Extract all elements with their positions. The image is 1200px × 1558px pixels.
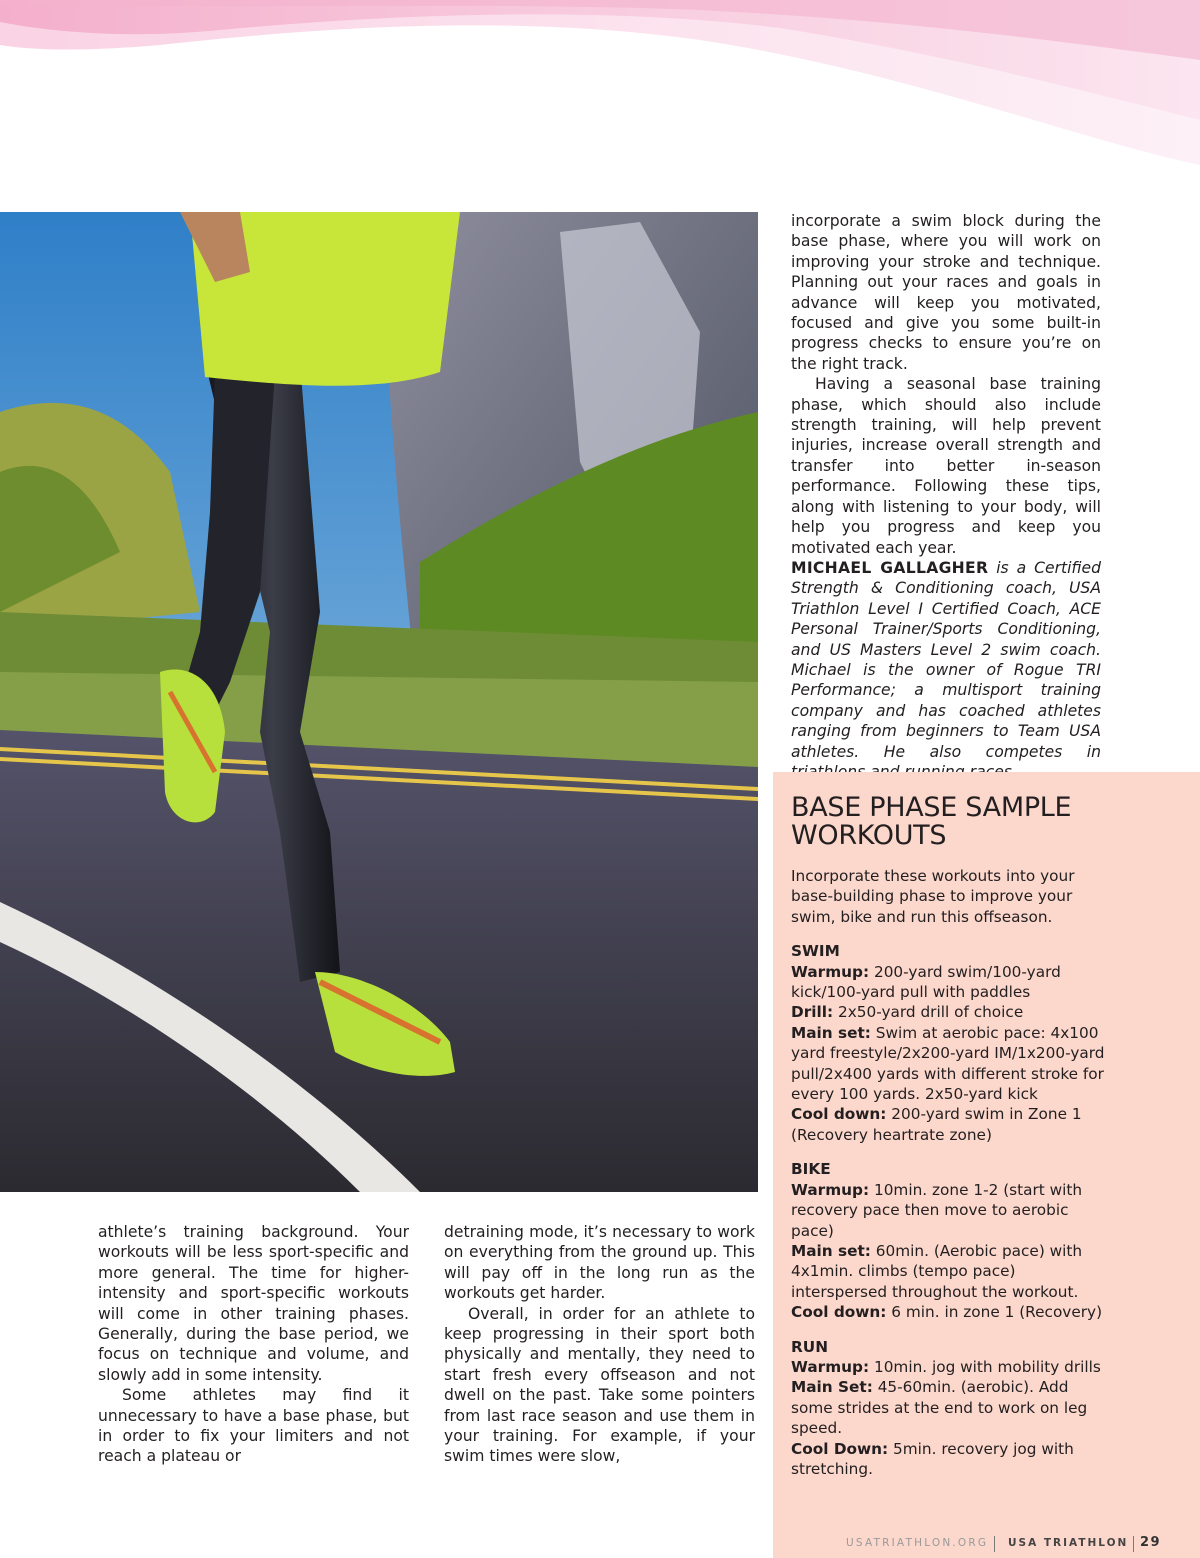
sidebar-title-line: BASE PHASE SAMPLE	[791, 792, 1072, 823]
workout-text: 10min. zone 1-2 (start with recovery pace then move to aerobic pace)	[791, 1180, 1083, 1240]
workout-text: 60min. (Aerobic pace) with 4x1min. climbs (tempo pace) interspersed throughout the workout.	[791, 1241, 1083, 1301]
section-heading: RUN	[791, 1337, 829, 1356]
workout-line	[791, 1180, 1106, 1241]
workout-label: Cool down:	[791, 1105, 887, 1124]
sidebar-title	[791, 794, 1106, 850]
header-wave-decoration	[0, 0, 1200, 170]
workout-text: 200-yard swim/100-yard kick/100-yard pull with paddles	[791, 962, 1061, 1002]
workout-text: 45-60min. (aerobic). Add some strides at the end to work on leg speed.	[791, 1378, 1088, 1438]
workout-line	[791, 1302, 1106, 1322]
workout-text: Swim at aerobic pace: 4x100 yard freestyle/2x200-yard IM/1x200-yard pull/2x400 yards with different stroke for every 100 yards. 2x50-yard kick	[791, 1023, 1105, 1104]
footer-divider	[994, 1536, 995, 1552]
workout-text: 10min. jog with mobility drills	[869, 1357, 1101, 1376]
article-paragraph: detraining mode, it’s necessary to work on everything from the ground up. This will pay off in the long run as the workouts get harder.	[444, 1223, 755, 1303]
page-number: 29	[1140, 1535, 1162, 1550]
article-paragraph: Having a seasonal base training phase, which should also include strength training, will help prevent injuries, increase overall strength and transfer into better in-season performance. Following these tips, along with listening to your body, will help you progress and keep you motivated each year.	[791, 375, 1101, 557]
article-paragraph: Overall, in order for an athlete to keep progressing in their sport both physically and mentally, they need to start fresh every offseason and not dwell on the past. Take some pointers from last race season and use them in your training. For example, if your swim times were slow,	[444, 1304, 755, 1466]
section-heading: SWIM	[791, 942, 840, 961]
swim-section	[791, 941, 1106, 1145]
runner-photo	[0, 212, 758, 1192]
workout-label: Cool Down:	[791, 1439, 889, 1458]
workout-line	[791, 1241, 1106, 1302]
article-column-a	[98, 1222, 409, 1467]
workout-text: 2x50-yard drill of choice	[833, 1003, 1024, 1022]
workout-label: Drill:	[791, 1003, 834, 1022]
workout-label: Main set:	[791, 1241, 871, 1260]
workouts-sidebar	[773, 772, 1200, 1558]
workout-label: Warmup:	[791, 962, 870, 981]
workout-label: Warmup:	[791, 1180, 870, 1199]
footer-website: USATRIATHLON.ORG	[846, 1537, 989, 1549]
workout-text: 5min. recovery jog with stretching.	[791, 1439, 1074, 1478]
workout-line	[791, 1104, 1106, 1145]
article-paragraph: incorporate a swim block during the base phase, where you will work on improving your stroke and technique. Planning out your races and goals in advance will keep you motivated, focused and give you some built-in progress checks to ensure you’re on the right track.	[791, 212, 1101, 373]
workout-label: Warmup:	[791, 1357, 870, 1376]
section-heading: BIKE	[791, 1160, 831, 1179]
article-paragraph: Some athletes may find it unnecessary to have a base phase, but in order to fix your limiters and not reach a plateau or	[98, 1386, 409, 1466]
workout-line	[791, 1023, 1106, 1105]
workout-text: 6 min. in zone 1 (Recovery)	[886, 1303, 1103, 1322]
article-column-right	[791, 211, 1101, 782]
workout-line	[791, 1377, 1106, 1438]
workout-label: Main set:	[791, 1023, 871, 1042]
author-name: MICHAEL GALLAGHER	[791, 558, 989, 577]
workout-line	[791, 1002, 1106, 1022]
bike-section	[791, 1159, 1106, 1322]
sidebar-title-line: WORKOUTS	[791, 820, 947, 851]
workout-text: 200-yard swim in Zone 1 (Recovery heartrate zone)	[791, 1105, 1082, 1144]
run-section	[791, 1337, 1106, 1480]
author-bio	[791, 558, 1101, 782]
footer-divider	[1133, 1536, 1134, 1552]
article-column-b	[444, 1222, 755, 1467]
workout-line	[791, 962, 1106, 1003]
author-bio-text: is a Certified Strength & Conditioning coach, USA Triathlon Level I Certified Coach, ACE Personal Trainer/Sports Conditioning, and US Masters Level 2 swim coach. Michael is the owner of Rogue TRI Performance; a multisport training company and has coached athletes ranging from beginners to Team USA athletes. He also competes in	[791, 558, 1101, 761]
sidebar-intro: Incorporate these workouts into your base-building phase to improve your swim, bike and run this offseason.	[791, 867, 1075, 926]
workout-label: Main Set:	[791, 1378, 873, 1397]
article-paragraph: athlete’s training background. Your workouts will be less sport-specific and more general. The time for higher-intensity and sport-specific workouts will come in other training phases. Generally, during the base period, we focus on technique and volume, and slowly add in some intensity.	[98, 1223, 409, 1384]
workout-line	[791, 1357, 1106, 1377]
workout-label: Cool down:	[791, 1303, 887, 1322]
footer-magazine-name: USA TRIATHLON	[1008, 1537, 1129, 1549]
page-footer	[0, 1536, 1200, 1556]
workout-line	[791, 1439, 1106, 1480]
